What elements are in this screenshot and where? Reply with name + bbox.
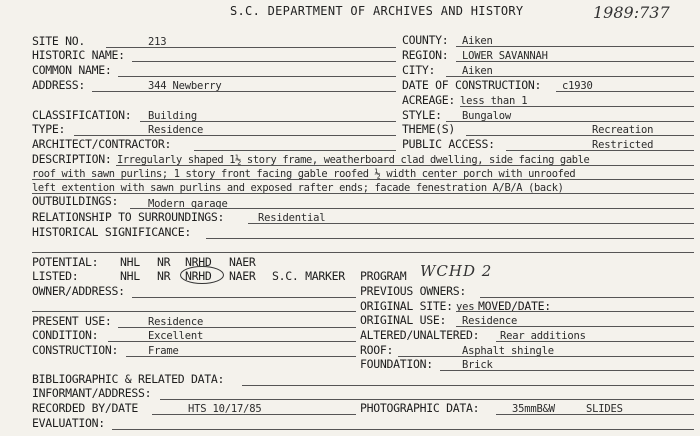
photographic-label: PHOTOGRAPHIC DATA: — [360, 401, 480, 415]
listed-nr: NR — [157, 269, 171, 283]
description-line-1: Irregularly shaped 1½ story frame, weatherboard clad dwelling, side facing gable — [117, 154, 590, 166]
condition-underline — [108, 341, 356, 342]
condition-value: Excellent — [148, 330, 204, 342]
county-label: COUNTY: — [402, 33, 449, 47]
city-value: Aiken — [462, 65, 493, 77]
description-underline-1 — [116, 165, 694, 166]
description-line-2: roof with sawn purlins; 1 story front facing gable roofed ½ width center porch with unroofed — [32, 168, 576, 180]
address-label: ADDRESS: — [32, 78, 85, 92]
file-number-handwritten: 1989:737 — [593, 3, 670, 22]
listed-nrhd-circle — [180, 266, 224, 284]
foundation-label: FOUNDATION: — [360, 357, 433, 371]
potential-naer: NAER — [229, 255, 256, 269]
type-label: TYPE: — [32, 122, 66, 136]
original-site-underline — [456, 311, 694, 312]
program-value-handwritten: WCHD 2 — [420, 262, 493, 280]
description-underline-3 — [32, 193, 694, 194]
themes-underline — [466, 135, 694, 136]
relationship-label: RELATIONSHIP TO SURROUNDINGS: — [32, 210, 225, 224]
description-underline-2 — [32, 179, 694, 180]
listed-label: LISTED: — [32, 269, 79, 283]
construction-value: Frame — [148, 345, 179, 357]
classification-label: CLASSIFICATION: — [32, 108, 132, 122]
present-use-label: PRESENT USE: — [32, 314, 112, 328]
acreage-label: ACREAGE: — [402, 93, 455, 107]
owner-label: OWNER/ADDRESS: — [32, 284, 125, 298]
recorded-by-value: HTS 10/17/85 — [188, 403, 262, 415]
historical-significance-underline-2 — [32, 252, 694, 253]
potential-nrhd: NRHD — [185, 255, 212, 269]
style-value: Bungalow — [462, 110, 511, 122]
potential-nhl: NHL — [120, 255, 140, 269]
roof-value: Asphalt shingle — [462, 345, 554, 357]
original-site-value: yes — [456, 301, 475, 313]
public-access-value: Restricted — [592, 139, 654, 151]
listed-nhl: NHL — [120, 269, 140, 283]
description-label: DESCRIPTION: — [32, 152, 112, 166]
historical-significance-underline — [206, 238, 694, 239]
evaluation-underline — [112, 429, 694, 430]
acreage-underline — [460, 106, 694, 107]
informant-label: INFORMANT/ADDRESS: — [32, 386, 152, 400]
listed-naer: NAER — [229, 269, 256, 283]
potential-label: POTENTIAL: — [32, 255, 99, 269]
roof-label: ROOF: — [360, 343, 394, 357]
listed-nrhd: NRHD — [185, 269, 212, 283]
evaluation-label: EVALUATION: — [32, 416, 105, 430]
altered-label: ALTERED/UNALTERED: — [360, 328, 480, 342]
public-access-label: PUBLIC ACCESS: — [402, 137, 495, 151]
type-underline — [74, 135, 396, 136]
county-value: Aiken — [462, 35, 493, 47]
potential-nr: NR — [157, 255, 171, 269]
region-value: LOWER SAVANNAH — [462, 50, 548, 62]
page-title: S.C. DEPARTMENT OF ARCHIVES AND HISTORY — [230, 4, 524, 18]
owner-underline-2 — [32, 311, 356, 312]
bibliographic-underline — [242, 385, 694, 386]
historic-name-label: HISTORIC NAME: — [32, 48, 125, 62]
type-value: Residence — [148, 124, 204, 136]
site-no-label: SITE NO. — [32, 34, 85, 48]
region-label: REGION: — [402, 48, 449, 62]
owner-underline — [132, 297, 356, 298]
relationship-value: Residential — [258, 212, 326, 224]
previous-owners-underline — [480, 297, 694, 298]
bibliographic-label: BIBLIOGRAPHIC & RELATED DATA: — [32, 372, 225, 386]
moved-date-label: MOVED/DATE: — [478, 299, 551, 313]
original-use-label: ORIGINAL USE: — [360, 313, 447, 327]
site-no-value: 213 — [148, 36, 167, 48]
common-name-label: COMMON NAME: — [32, 63, 112, 77]
address-underline — [92, 91, 396, 92]
recorded-by-label: RECORDED BY/DATE — [32, 401, 138, 415]
style-label: STYLE: — [402, 108, 442, 122]
sc-marker-label: S.C. MARKER — [272, 269, 345, 283]
program-label: PROGRAM — [360, 269, 407, 283]
slides-label: SLIDES — [586, 403, 623, 415]
present-use-value: Residence — [148, 316, 204, 328]
address-value: 344 Newberry — [148, 80, 222, 92]
common-name-underline — [118, 76, 396, 77]
photographic-value: 35mmB&W — [512, 403, 555, 415]
informant-underline — [160, 399, 694, 400]
date-of-construction-label: DATE OF CONSTRUCTION: — [402, 78, 542, 92]
themes-label: THEME(S) — [402, 122, 455, 136]
construction-label: CONSTRUCTION: — [32, 343, 119, 357]
altered-value: Rear additions — [500, 330, 586, 342]
architect-underline — [194, 150, 396, 151]
previous-owners-label: PREVIOUS OWNERS: — [360, 284, 466, 298]
description-line-3: left extention with sawn purlins and exposed rafter ends; facade fenestration A/B/A (back) — [32, 182, 564, 194]
condition-label: CONDITION: — [32, 328, 99, 342]
date-of-construction-value: c1930 — [562, 80, 593, 92]
outbuildings-underline — [130, 208, 694, 209]
classification-value: Building — [148, 110, 197, 122]
original-site-label: ORIGINAL SITE: — [360, 299, 453, 313]
architect-label: ARCHITECT/CONTRACTOR: — [32, 137, 172, 151]
foundation-value: Brick — [462, 359, 493, 371]
themes-value: Recreation — [592, 124, 654, 136]
outbuildings-label: OUTBUILDINGS: — [32, 194, 119, 208]
city-label: CITY: — [402, 63, 436, 77]
historical-significance-label: HISTORICAL SIGNIFICANCE: — [32, 225, 191, 239]
outbuildings-value: Modern garage — [148, 198, 228, 210]
historic-name-underline — [132, 61, 396, 62]
acreage-value: less than 1 — [460, 95, 528, 107]
original-use-value: Residence — [462, 315, 518, 327]
